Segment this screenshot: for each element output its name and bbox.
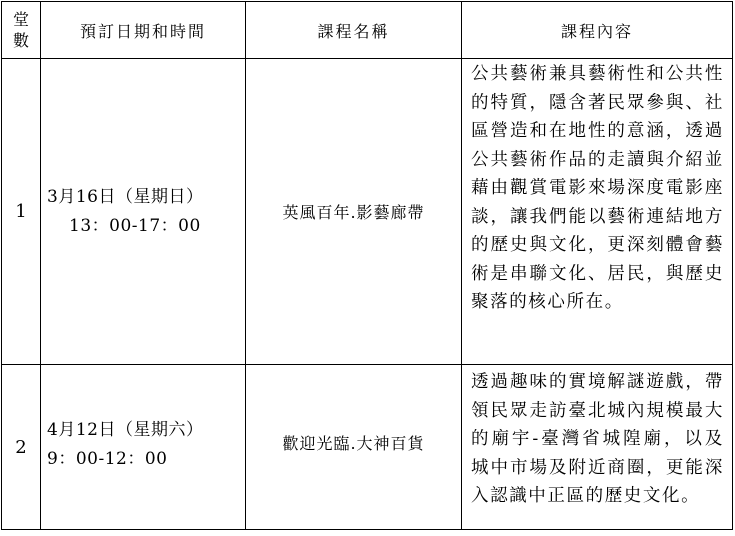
session-date: 4月12日（星期六） bbox=[47, 420, 204, 440]
session-datetime bbox=[41, 365, 246, 530]
table-row bbox=[2, 59, 733, 365]
course-name: 歡迎光臨.大神百貨 bbox=[246, 365, 462, 530]
header-course-content: 課程內容 bbox=[462, 2, 733, 59]
course-schedule-table bbox=[1, 1, 733, 530]
header-session-char-1: 堂 bbox=[12, 10, 29, 29]
header-course-name: 課程名稱 bbox=[246, 2, 462, 59]
session-number: 1 bbox=[2, 59, 41, 365]
session-number: 2 bbox=[2, 365, 41, 530]
header-datetime: 預訂日期和時間 bbox=[41, 2, 246, 59]
session-time: 9：00-12：00 bbox=[47, 449, 168, 469]
course-content: 公共藝術兼具藝術性和公共性的特質，隱含著民眾參與、社區營造和在地性的意涵，透過公共藝術作品的走讀與介紹並藉由觀賞電影來場深度電影座談，讓我們能以藝術連結地方的歷史與文化，更深刻體會藝術是串聯文化、居民，與歷史聚落的核心所在。 bbox=[462, 59, 733, 365]
header-session-count bbox=[2, 2, 41, 59]
course-content: 透過趣味的實境解謎遊戲，帶領民眾走訪臺北城內規模最大的廟宇-臺灣省城隍廟，以及城中市場及附近商圈，更能深入認識中正區的歷史文化。 bbox=[462, 365, 733, 530]
table-row bbox=[2, 365, 733, 530]
session-datetime bbox=[41, 59, 246, 365]
session-date: 3月16日（星期日） bbox=[47, 186, 204, 207]
header-session-char-2: 數 bbox=[12, 31, 29, 50]
course-name: 英風百年.影藝廊帶 bbox=[246, 59, 462, 365]
session-time: 13：00-17：00 bbox=[69, 215, 201, 236]
table-header-row bbox=[2, 2, 733, 59]
